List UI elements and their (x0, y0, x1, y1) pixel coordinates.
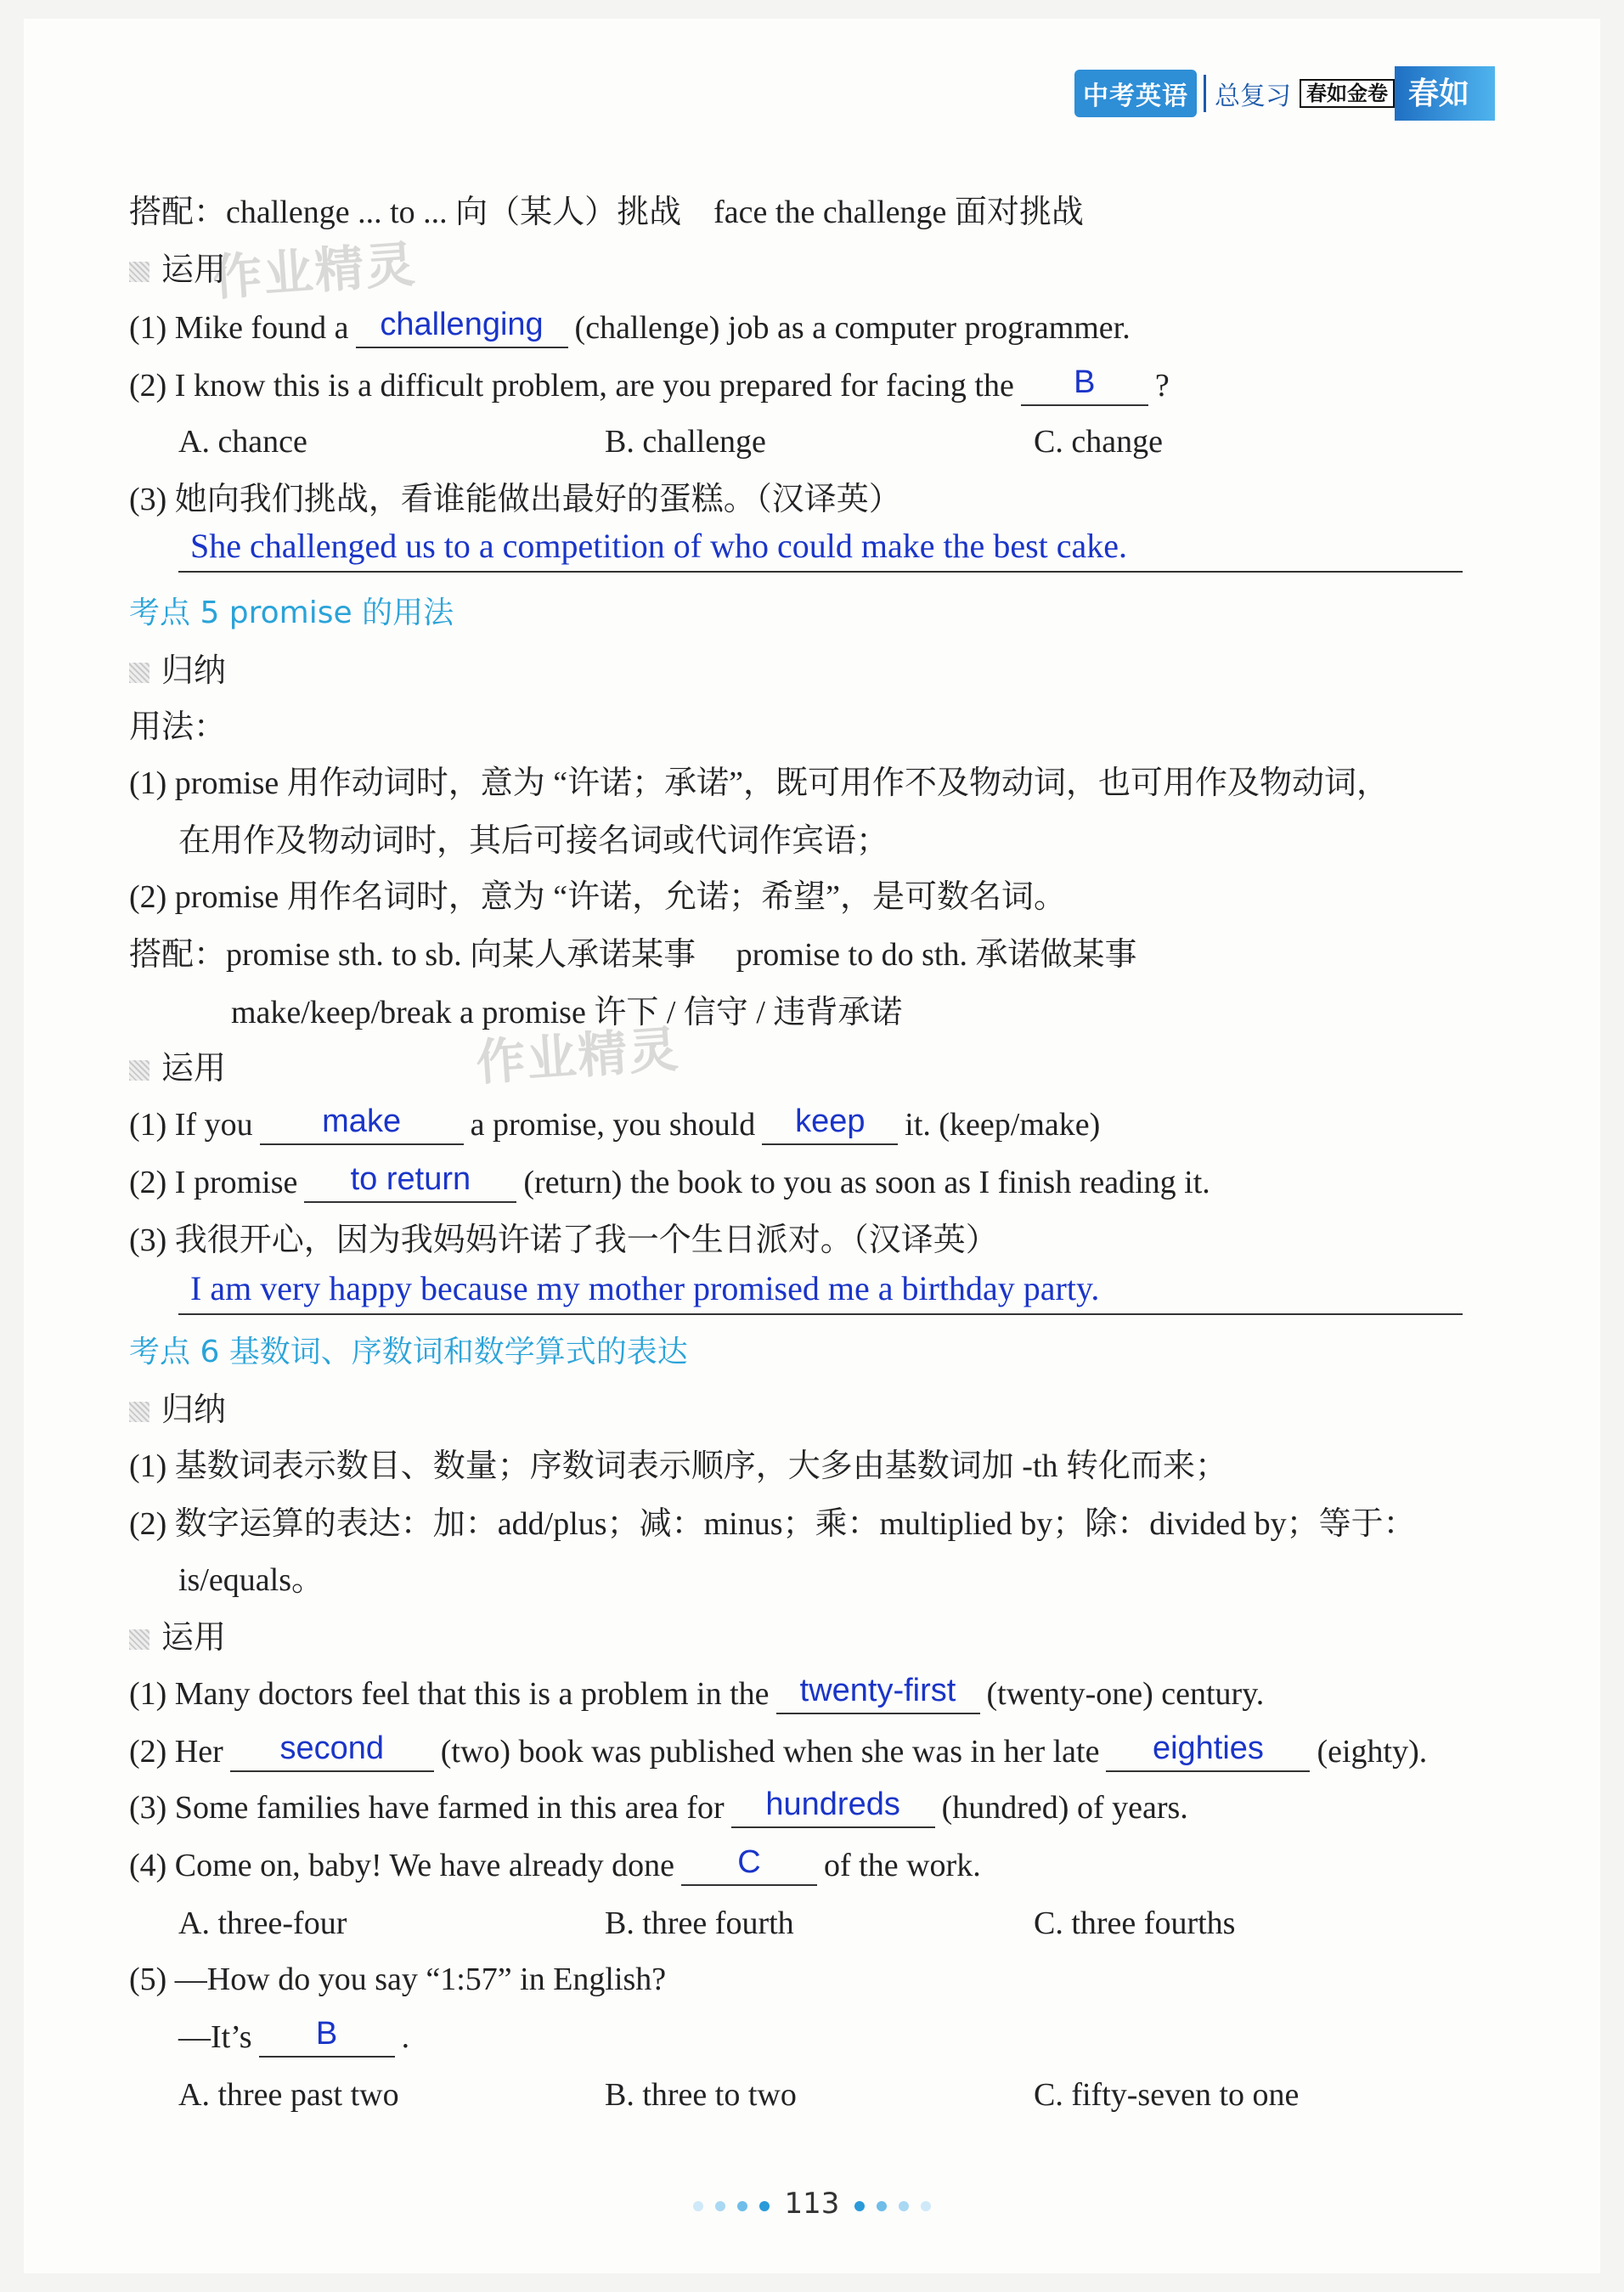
square-icon (129, 1402, 149, 1422)
question: (2) Her second (two) book was published when she was in her late eighties (eighty). (129, 1731, 1427, 1772)
option: A. three past two (178, 2077, 399, 2113)
option: A. three-four (178, 1905, 347, 1941)
square-icon (129, 1060, 149, 1081)
apply-heading: 运用 (129, 1617, 226, 1658)
summary-text: (1) 基数词表示数目、数量；序数词表示顺序，大多由基数词加 -th 转化而来； (129, 1448, 1228, 1484)
section-title: 考点 5 promise 的用法 (129, 596, 454, 630)
answer-blank[interactable] (1021, 364, 1148, 406)
question: (4) Come on, baby! We have already done C of the work. (129, 1845, 981, 1886)
answer-text: twenty-first (799, 1673, 956, 1708)
answer-line[interactable] (178, 1267, 1463, 1315)
square-icon (129, 1629, 149, 1650)
page-header (1074, 66, 1495, 121)
answer-text: She challenged us to a competition of who could make the best cake. (190, 527, 1128, 565)
answer-blank[interactable] (304, 1161, 516, 1203)
question: (1) Many doctors feel that this is a problem in the twenty-first (twenty-one) century. (129, 1674, 1264, 1714)
question: (3) 她向我们挑战，看谁能做出最好的蛋糕。（汉译英） (129, 482, 901, 517)
collocation-text: 搭配：challenge ... to ... 向（某人）挑战 face the challenge 面对挑战 (129, 195, 1084, 230)
usage-text: 在用作及物动词时，其后可接名词或代词作宾语； (178, 823, 889, 859)
answer-text: to return (350, 1161, 471, 1197)
summary-heading: 归纳 (129, 651, 226, 692)
question: (5) —How do you say “1:57” in English? (129, 1962, 667, 1997)
question: (2) I know this is a difficult problem, are you prepared for facing the B ? (129, 365, 1170, 406)
header-brand-logo: 春如 (1395, 66, 1495, 121)
question: (3) Some families have farmed in this area for hundreds (hundred) of years. (129, 1787, 1188, 1828)
summary-heading: 归纳 (129, 1390, 226, 1431)
usage-label: 用法： (129, 709, 227, 745)
apply-heading: 运用 (129, 250, 226, 291)
option: C. three fourths (1034, 1905, 1236, 1941)
watermark: 作业精灵 (474, 1019, 682, 1092)
usage-text: (2) promise 用作名词时，意为 “许诺，允诺；希望”，是可数名词。 (129, 879, 1066, 915)
usage-text: (1) promise 用作动词时，意为 “许诺；承诺”，既可用作不及物动词，也可用作及物动词， (129, 765, 1389, 801)
answer-text: I am very happy because my mother promised me a birthday party. (190, 1269, 1100, 1307)
header-section: 总复习 (1204, 75, 1300, 112)
page-number: 113 (784, 2187, 840, 2221)
answer-text: keep (795, 1104, 866, 1139)
header-book-title: 中考英语 (1074, 70, 1197, 117)
summary-text: (2) 数字运算的表达：加：add/plus；减：minus；乘：multiplied by；除：divided by；等于： (129, 1506, 1416, 1542)
answer-blank[interactable] (681, 1844, 817, 1886)
square-icon (129, 663, 149, 683)
answer-blank[interactable] (731, 1787, 935, 1828)
answer-text: C (737, 1844, 761, 1880)
header-series: 春如金卷 (1300, 79, 1395, 108)
option: B. three to two (605, 2077, 797, 2113)
option: B. three fourth (605, 1905, 794, 1941)
answer-blank[interactable] (1106, 1730, 1310, 1772)
answer-text: challenging (380, 307, 544, 342)
dots-right-icon (849, 2188, 937, 2222)
answer-text: make (322, 1104, 402, 1139)
answer-text: B (1074, 364, 1096, 400)
option: C. fifty-seven to one (1034, 2077, 1300, 2113)
summary-text: is/equals。 (178, 1562, 324, 1598)
collocation-text: 搭配：promise sth. to sb. 向某人承诺某事 promise to do sth. 承诺做某事 (129, 937, 1137, 973)
answer-blank[interactable] (776, 1673, 980, 1714)
answer-text: hundreds (765, 1787, 900, 1822)
question: (2) I promise to return (return) the book to you as soon as I finish reading it. (129, 1162, 1210, 1203)
page-footer (0, 2187, 1624, 2222)
watermark: 作业精灵 (211, 234, 419, 308)
answer-text: B (315, 2016, 338, 2052)
answer-line[interactable] (178, 525, 1463, 573)
answer-blank[interactable] (356, 307, 568, 348)
answer-text: eighties (1152, 1730, 1264, 1766)
answer-blank[interactable] (762, 1104, 898, 1145)
section-title: 考点 6 基数词、序数词和数学算式的表达 (129, 1335, 688, 1369)
question: (1) Mike found a challenging (challenge) job as a computer programmer. (129, 308, 1131, 348)
answer-blank[interactable] (260, 1104, 464, 1145)
option: A. chance (178, 424, 307, 460)
question: (3) 我很开心，因为我妈妈许诺了我一个生日派对。（汉译英） (129, 1222, 998, 1258)
option: C. change (1034, 424, 1163, 460)
apply-heading: 运用 (129, 1048, 226, 1089)
dots-left-icon (687, 2188, 775, 2222)
answer-blank[interactable] (230, 1730, 434, 1772)
question: (1) If you make a promise, you should keep it. (keep/make) (129, 1104, 1100, 1145)
option: B. challenge (605, 424, 766, 460)
answer-text: second (279, 1730, 385, 1766)
collocation-text: make/keep/break a promise 许下 / 信守 / 违背承诺 (231, 995, 903, 1030)
question: —It’s B . (178, 2017, 409, 2058)
square-icon (129, 262, 149, 282)
